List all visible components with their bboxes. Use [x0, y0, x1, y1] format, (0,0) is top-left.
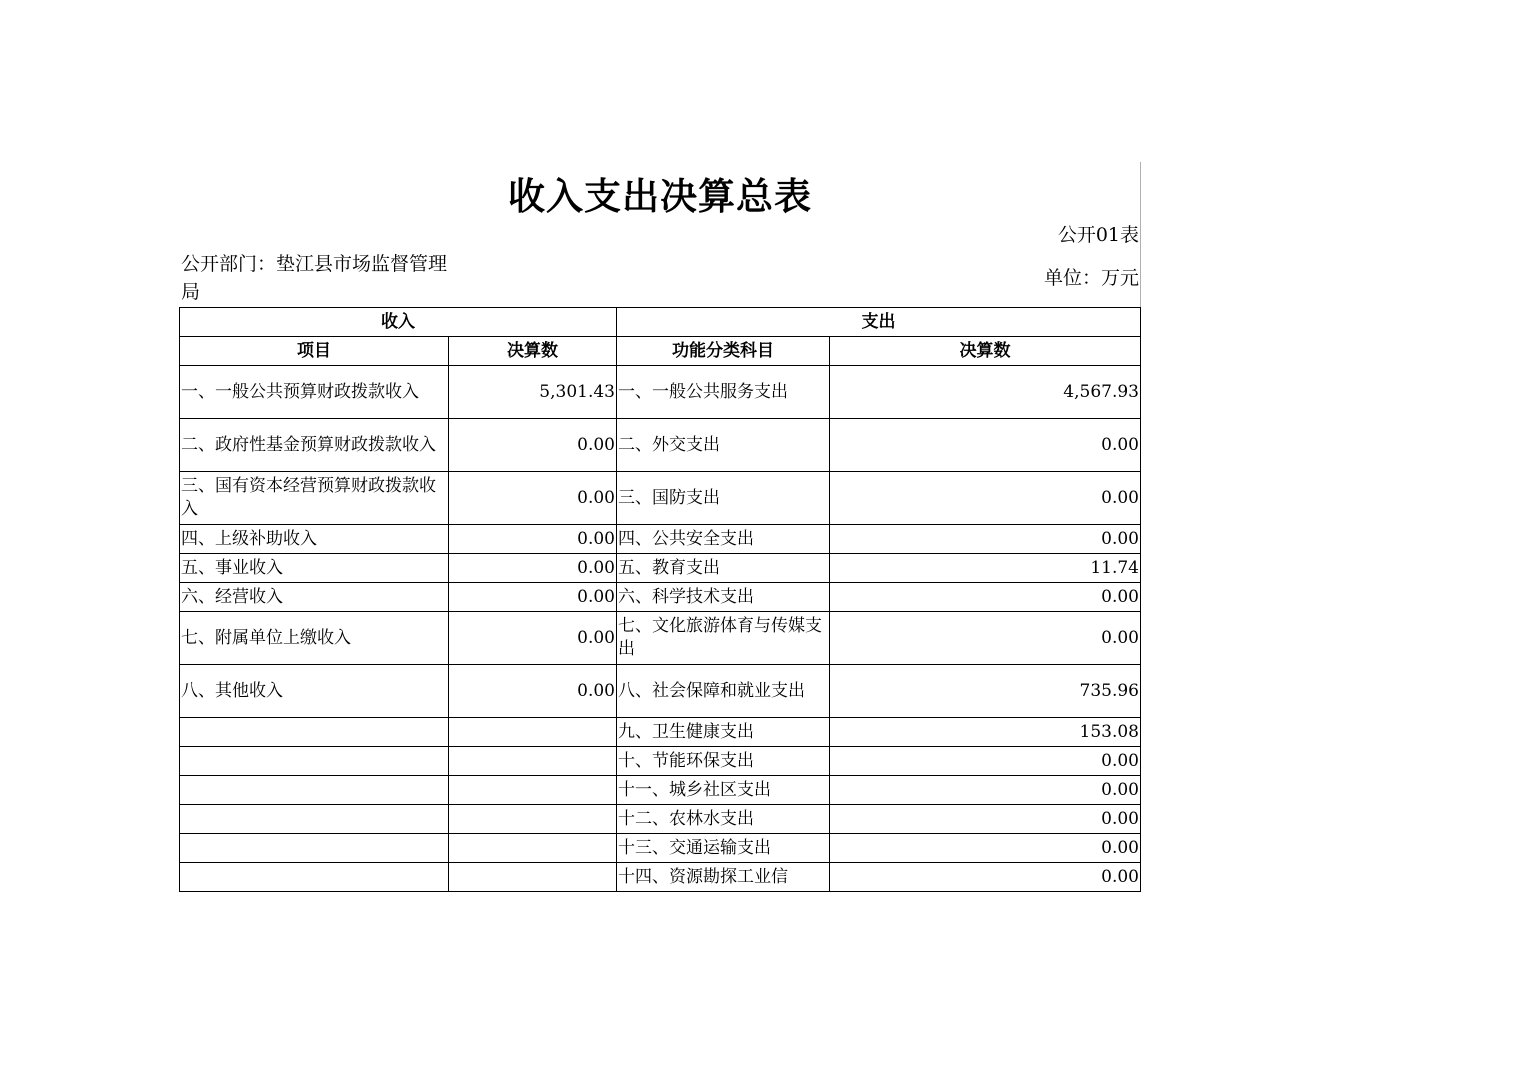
expense-item-cell: 十四、资源勘探工业信 [617, 863, 830, 892]
form-number: 公开01表 [1057, 224, 1139, 246]
income-amount-cell: 0.00 [449, 583, 617, 612]
expense-item-cell: 七、文化旅游体育与传媒支出 [617, 612, 830, 665]
table-row [180, 472, 1141, 525]
income-amount-cell [449, 863, 617, 892]
function-column-header: 功能分类科目 [617, 337, 830, 366]
income-amount-cell: 0.00 [449, 612, 617, 665]
table-row [180, 747, 1141, 776]
expense-amount-cell: 0.00 [830, 419, 1141, 472]
expense-item-cell: 十一、城乡社区支出 [617, 776, 830, 805]
table-row [180, 366, 1141, 419]
income-amount-cell: 0.00 [449, 554, 617, 583]
expense-amount-cell: 0.00 [830, 612, 1141, 665]
income-amount-cell: 0.00 [449, 525, 617, 554]
income-item-cell [180, 747, 449, 776]
expense-item-cell: 二、外交支出 [617, 419, 830, 472]
income-item-cell: 四、上级补助收入 [180, 525, 449, 554]
table-row [180, 583, 1141, 612]
expense-amount-cell: 0.00 [830, 747, 1141, 776]
income-amount-cell [449, 747, 617, 776]
table-row [180, 554, 1141, 583]
expense-amount-cell: 0.00 [830, 834, 1141, 863]
unit-label: 单位：万元 [1043, 267, 1139, 289]
expense-item-cell: 八、社会保障和就业支出 [617, 665, 830, 718]
income-amount-column-header: 决算数 [449, 337, 617, 366]
income-amount-cell: 0.00 [449, 419, 617, 472]
department-label: 公开部门：垫江县市场监督管理局 [181, 253, 448, 303]
income-amount-cell: 0.00 [449, 472, 617, 525]
income-item-cell: 七、附属单位上缴收入 [180, 612, 449, 665]
expense-item-cell: 十三、交通运输支出 [617, 834, 830, 863]
expense-item-cell: 六、科学技术支出 [617, 583, 830, 612]
item-column-header: 项目 [180, 337, 449, 366]
expense-amount-cell: 153.08 [830, 718, 1141, 747]
expense-amount-cell: 735.96 [830, 665, 1141, 718]
income-amount-cell [449, 834, 617, 863]
income-item-cell [180, 805, 449, 834]
income-item-cell: 一、一般公共预算财政拨款收入 [180, 366, 449, 419]
expense-item-cell: 十二、农林水支出 [617, 805, 830, 834]
table-row [180, 863, 1141, 892]
income-group-header: 收入 [180, 308, 617, 337]
income-amount-cell: 5,301.43 [449, 366, 617, 419]
expense-item-cell: 一、一般公共服务支出 [617, 366, 830, 419]
expense-item-cell: 四、公共安全支出 [617, 525, 830, 554]
table-row [180, 612, 1141, 665]
income-item-cell: 八、其他收入 [180, 665, 449, 718]
income-item-cell [180, 834, 449, 863]
expense-amount-cell: 11.74 [830, 554, 1141, 583]
income-item-cell [180, 776, 449, 805]
income-amount-cell [449, 776, 617, 805]
page-title: 收入支出决算总表 [508, 175, 812, 218]
right-border-rule [1140, 162, 1141, 308]
expense-group-header: 支出 [617, 308, 1141, 337]
expense-item-cell: 三、国防支出 [617, 472, 830, 525]
table-row [180, 419, 1141, 472]
table-row [180, 525, 1141, 554]
expense-amount-cell: 4,567.93 [830, 366, 1141, 419]
expense-amount-column-header: 决算数 [830, 337, 1141, 366]
table-row [180, 665, 1141, 718]
expense-item-cell: 十、节能环保支出 [617, 747, 830, 776]
expense-amount-cell: 0.00 [830, 863, 1141, 892]
expense-amount-cell: 0.00 [830, 472, 1141, 525]
expense-amount-cell: 0.00 [830, 805, 1141, 834]
expense-amount-cell: 0.00 [830, 776, 1141, 805]
income-item-cell: 六、经营收入 [180, 583, 449, 612]
expense-amount-cell: 0.00 [830, 525, 1141, 554]
income-item-cell: 二、政府性基金预算财政拨款收入 [180, 419, 449, 472]
expense-item-cell: 五、教育支出 [617, 554, 830, 583]
income-item-cell [180, 863, 449, 892]
income-amount-cell: 0.00 [449, 665, 617, 718]
income-amount-cell [449, 805, 617, 834]
expense-amount-cell: 0.00 [830, 583, 1141, 612]
table-row [180, 718, 1141, 747]
table-row [180, 805, 1141, 834]
income-item-cell: 五、事业收入 [180, 554, 449, 583]
income-item-cell: 三、国有资本经营预算财政拨款收入 [180, 472, 449, 525]
table-row [180, 834, 1141, 863]
income-item-cell [180, 718, 449, 747]
income-amount-cell [449, 718, 617, 747]
expense-item-cell: 九、卫生健康支出 [617, 718, 830, 747]
budget-table [179, 307, 1141, 892]
table-row [180, 776, 1141, 805]
